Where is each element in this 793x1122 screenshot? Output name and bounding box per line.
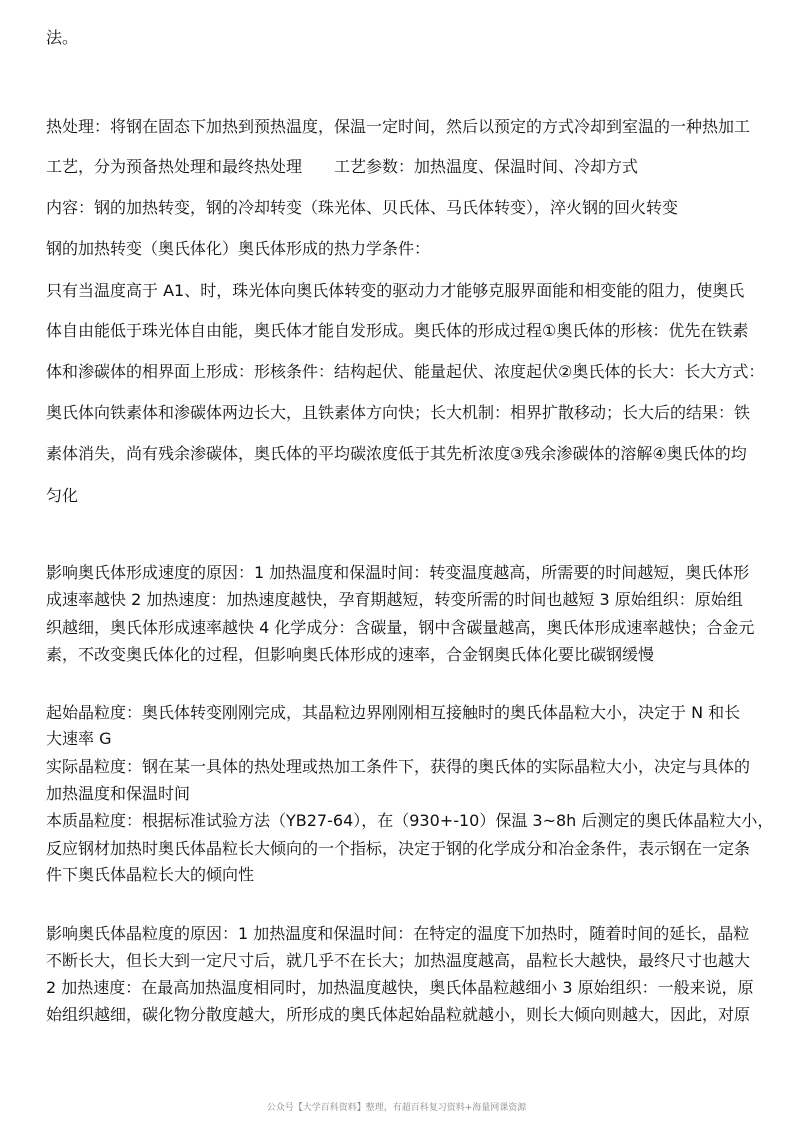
text-line: 织越细，奥氏体形成速率越快 4 化学成分：含碳量，钢中含碳量越高，奥氏体形成速率越快；合金元 xyxy=(46,618,755,637)
text-line: 实际晶粒度：钢在某一具体的热处理或热加工条件下，获得的奥氏体的实际晶粒大小，决定与具体的 xyxy=(46,757,751,776)
text-line: 素，不改变奥氏体化的过程，但影响奥氏体形成的速率，合金钢奥氏体化要比碳钢缓慢 xyxy=(46,645,655,664)
text-line: 起始晶粒度：奥氏体转变刚刚完成，其晶粒边界刚刚相互接触时的奥氏体晶粒大小，决定于 N 和长 xyxy=(46,703,741,722)
text-line: 工艺，分为预备热处理和最终热处理 工艺参数：加热温度、保温时间、冷却方式 xyxy=(46,157,639,176)
text-line: 影响奥氏体形成速度的原因：1 加热温度和保温时间：转变温度越高，所需要的时间越短，奥氏体形 xyxy=(46,563,750,582)
text-line: 钢的加热转变（奥氏体化）奥氏体形成的热力学条件： xyxy=(46,239,431,258)
text-line: 素体消失，尚有残余渗碳体，奥氏体的平均碳浓度低于其先析浓度③残余渗碳体的溶解④奥氏体的均 xyxy=(46,444,747,463)
text-line: 2 加热速度：在最高加热温度相同时，加热温度越快，奥氏体晶粒越细小 3 原始组织：一般来说，原 xyxy=(46,978,754,997)
text-line: 体和渗碳体的相界面上形成：形核条件：结构起伏、能量起伏、浓度起伏②奥氏体的长大：长大方式： xyxy=(46,362,765,381)
text-line: 内容：钢的加热转变，钢的冷却转变（珠光体、贝氏体、马氏体转变），淬火钢的回火转变 xyxy=(46,198,679,217)
text-line: 不断长大，但长大到一定尺寸后，就几乎不在长大；加热温度越高，晶粒长大越快，最终尺寸也越大 xyxy=(46,951,751,970)
text-line: 只有当温度高于 A1、时，珠光体向奥氏体转变的驱动力才能够克服界面能和相变能的阻力，使奥氏 xyxy=(46,281,745,300)
text-line: 大速率 G xyxy=(46,729,112,748)
text-line: 法。 xyxy=(46,28,79,47)
text-line: 体自由能低于珠光体自由能，奥氏体才能自发形成。奥氏体的形成过程①奥氏体的形核：优先在铁素 xyxy=(46,321,749,340)
text-line: 影响奥氏体晶粒度的原因：1 加热温度和保温时间：在特定的温度下加热时，随着时间的延长，晶粒 xyxy=(46,924,750,943)
text-line: 奥氏体向铁素体和渗碳体两边长大，且铁素体方向快；长大机制：相界扩散移动；长大后的结果：铁 xyxy=(46,403,751,422)
text-line: 本质晶粒度：根据标准试验方法（YB27-64），在（930+-10）保温 3~8h 后测定的奥氏体晶粒大小， xyxy=(46,811,774,830)
text-line: 件下奥氏体晶粒长大的倾向性 xyxy=(46,865,255,884)
text-line: 加热温度和保温时间 xyxy=(46,784,191,803)
text-line: 反应钢材加热时奥氏体晶粒长大倾向的一个指标，决定于钢的化学成分和冶金条件，表示钢在一定条 xyxy=(46,839,751,858)
text-line: 热处理：将钢在固态下加热到预热温度，保温一定时间，然后以预定的方式冷却到室温的一种热加工 xyxy=(46,117,751,136)
text-line: 始组织越细，碳化物分散度越大，所形成的奥氏体起始晶粒就越小，则长大倾向则越大，因此，对原 xyxy=(46,1005,751,1024)
page-footer: 公众号【大学百科资料】整理，有超百科复习资料+海量网课资源 xyxy=(266,1103,527,1113)
text-line: 匀化 xyxy=(46,486,79,505)
text-line: 成速率越快 2 加热速度：加热速度越快，孕育期越短，转变所需的时间也越短 3 原始组织：原始组 xyxy=(46,590,743,609)
